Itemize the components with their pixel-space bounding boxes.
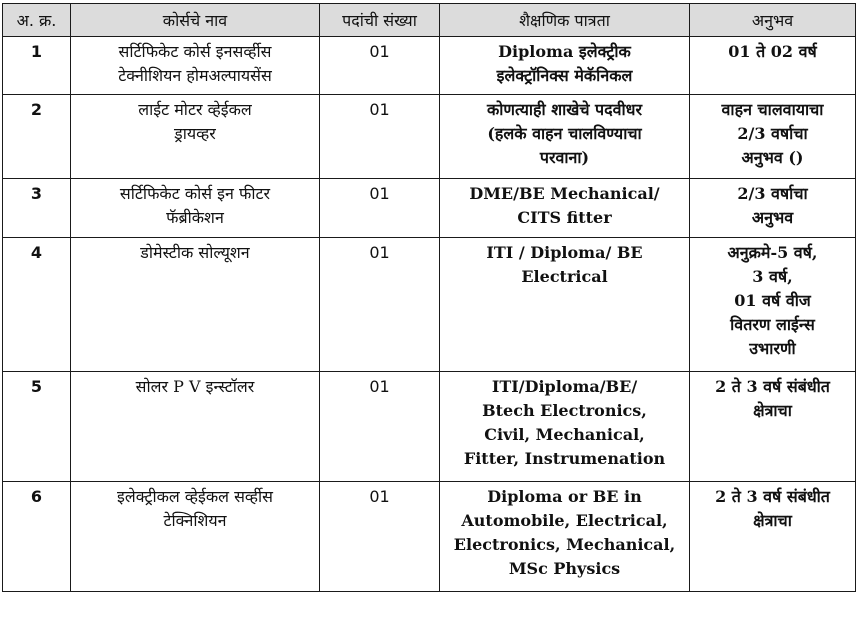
table-row [3, 95, 856, 179]
recruitment-table [2, 3, 856, 592]
table-row [3, 37, 856, 95]
serial-number-cell: 3 [3, 179, 71, 238]
experience-cell: अनुक्रमे-5 वर्ष, 3 वर्ष, 01 वर्ष वीज वितरण लाईन्स उभारणी [690, 238, 856, 372]
course-name-cell: लाईट मोटर व्हेईकल ड्रायव्हर [71, 95, 320, 179]
experience-cell: 01 ते 02 वर्ष [690, 37, 856, 95]
course-name-cell: सर्टिफिकेट कोर्स इनसर्व्हीस टेक्नीशियन होमअल्पायसेंस [71, 37, 320, 95]
experience-cell: 2 ते 3 वर्ष संबंधीत क्षेत्राचा [690, 372, 856, 482]
experience-cell: 2/3 वर्षाचा अनुभव [690, 179, 856, 238]
header-experience: अनुभव [690, 4, 856, 37]
posts-count-cell: 01 [320, 95, 440, 179]
table-row [3, 482, 856, 592]
serial-number-cell: 1 [3, 37, 71, 95]
serial-number-cell: 4 [3, 238, 71, 372]
serial-number-cell: 2 [3, 95, 71, 179]
qualification-cell: ITI / Diploma/ BE Electrical [440, 238, 690, 372]
posts-count-cell: 01 [320, 372, 440, 482]
serial-number-cell: 5 [3, 372, 71, 482]
posts-count-cell: 01 [320, 37, 440, 95]
header-number-of-posts: पदांची संख्या [320, 4, 440, 37]
course-name-cell: डोमेस्टीक सोल्यूशन [71, 238, 320, 372]
course-name-cell: सर्टिफिकेट कोर्स इन फीटर फॅब्रीकेशन [71, 179, 320, 238]
qualification-cell: ITI/Diploma/BE/ Btech Electronics, Civil, Mechanical, Fitter, Instrumenation [440, 372, 690, 482]
experience-cell: वाहन चालवायाचा 2/3 वर्षाचा अनुभव () [690, 95, 856, 179]
posts-count-cell: 01 [320, 238, 440, 372]
qualification-cell: Diploma इलेक्ट्रीक इलेक्ट्रॉनिक्स मेकॅनिकल [440, 37, 690, 95]
course-name-cell: इलेक्ट्रीकल व्हेईकल सर्व्हीस टेक्निशियन [71, 482, 320, 592]
posts-count-cell: 01 [320, 482, 440, 592]
qualification-cell: Diploma or BE in Automobile, Electrical, Electronics, Mechanical, MSc Physics [440, 482, 690, 592]
qualification-cell: कोणत्याही शाखेचे पदवीधर (हलके वाहन चालविण्याचा परवाना) [440, 95, 690, 179]
experience-cell: 2 ते 3 वर्ष संबंधीत क्षेत्राचा [690, 482, 856, 592]
serial-number-cell: 6 [3, 482, 71, 592]
table-row [3, 238, 856, 372]
posts-count-cell: 01 [320, 179, 440, 238]
qualification-cell: DME/BE Mechanical/ CITS fitter [440, 179, 690, 238]
header-educational-qualification: शैक्षणिक पात्रता [440, 4, 690, 37]
table-row [3, 179, 856, 238]
table-header-row [3, 4, 856, 37]
course-name-cell: सोलर P V इन्स्टॉलर [71, 372, 320, 482]
table-row [3, 372, 856, 482]
header-course-name: कोर्सचे नाव [71, 4, 320, 37]
header-serial-number: अ. क्र. [3, 4, 71, 37]
